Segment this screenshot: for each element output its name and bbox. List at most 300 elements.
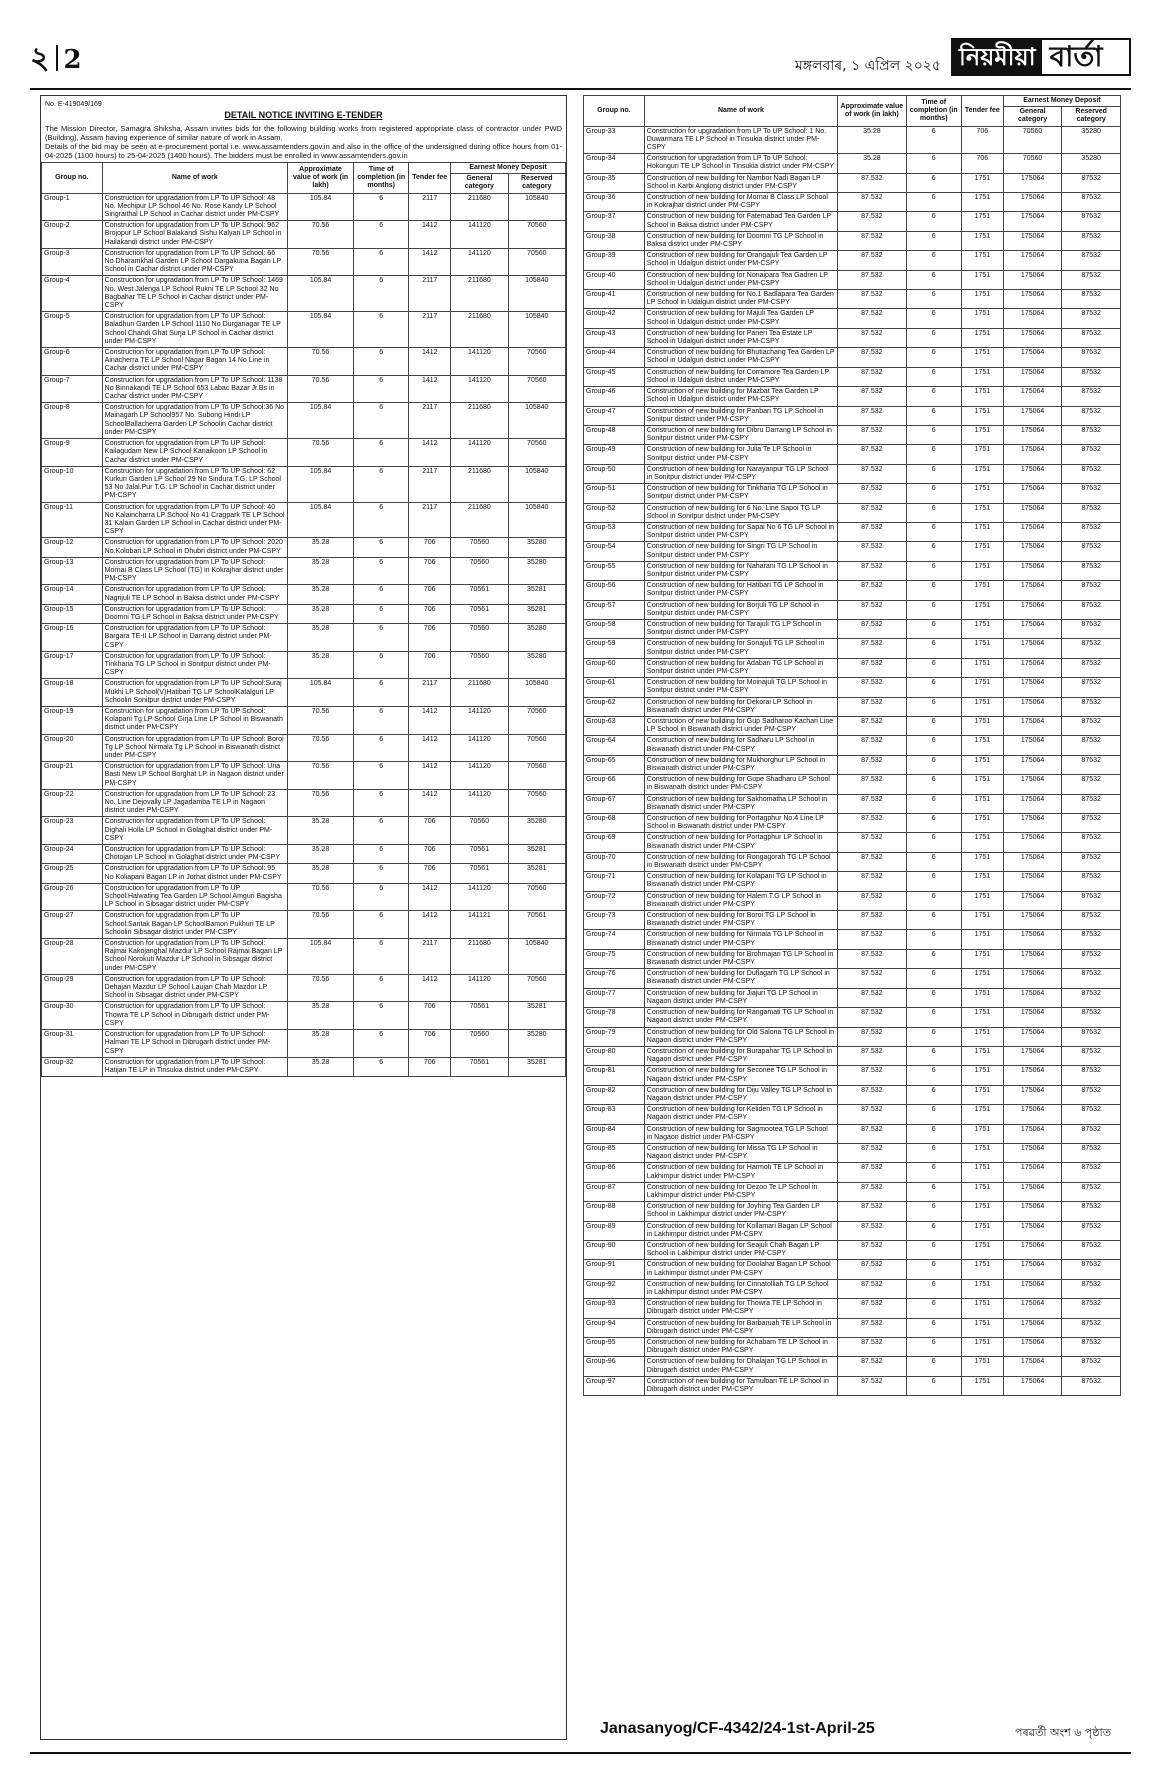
general-cell: 175064 <box>1003 348 1062 367</box>
work-cell: Construction of new building for Doolahat Bagan LP School in Lakhimpur district under PM-CSPY <box>644 1260 837 1279</box>
header-work: Name of work <box>102 163 287 194</box>
time-cell: 6 <box>354 375 409 403</box>
table-row <box>584 600 1121 619</box>
group-cell: Group-60 <box>584 658 645 677</box>
fee-cell: 706 <box>409 651 451 679</box>
table-row <box>584 309 1121 328</box>
fee-cell: 706 <box>409 1030 451 1058</box>
table-row <box>42 817 566 845</box>
value-cell: 87.532 <box>838 1066 907 1085</box>
value-cell: 35.28 <box>287 1057 353 1076</box>
fee-cell: 1751 <box>961 794 1003 813</box>
group-cell: Group-80 <box>584 1046 645 1065</box>
value-cell: 87.532 <box>838 251 907 270</box>
work-cell: Construction of new building for Gup Sadharoo Kachari Line LP School in Biswanath district under PM-CSPY <box>644 717 837 736</box>
table-row <box>42 585 566 604</box>
page-number-en: 2 <box>63 45 82 75</box>
time-cell: 6 <box>906 833 961 852</box>
reserved-cell: 87532 <box>1062 231 1121 250</box>
table-row <box>42 864 566 883</box>
time-cell: 6 <box>906 814 961 833</box>
reserved-cell: 35281 <box>508 845 565 864</box>
time-cell: 6 <box>354 883 409 911</box>
work-cell: Construction of new building for Kolapani TG LP School in Biswanath district under PM-CSPY <box>644 872 837 891</box>
reserved-cell: 35280 <box>1062 154 1121 173</box>
header-emd: Earnest Money Deposit <box>1003 96 1120 107</box>
table-row <box>584 1376 1121 1395</box>
reserved-cell: 70560 <box>508 248 565 276</box>
time-cell: 6 <box>906 1299 961 1318</box>
general-cell: 175064 <box>1003 1008 1062 1027</box>
general-cell: 175064 <box>1003 445 1062 464</box>
group-cell: Group-40 <box>584 270 645 289</box>
table-row <box>584 619 1121 638</box>
time-cell: 6 <box>354 604 409 623</box>
value-cell: 70.56 <box>287 439 353 467</box>
reserved-cell: 35280 <box>508 624 565 652</box>
group-cell: Group-87 <box>584 1182 645 1201</box>
table-row <box>584 484 1121 503</box>
reserved-cell: 87532 <box>1062 522 1121 541</box>
reserved-cell: 87532 <box>1062 251 1121 270</box>
fee-cell: 1751 <box>961 1182 1003 1201</box>
work-cell: Construction of new building for Brohmajan TG LP School in Biswanath district under PM-CSPY <box>644 949 837 968</box>
fee-cell: 1412 <box>409 348 451 376</box>
reserved-cell: 105840 <box>508 312 565 348</box>
time-cell: 6 <box>906 328 961 347</box>
general-cell: 175064 <box>1003 1046 1062 1065</box>
general-cell: 175064 <box>1003 425 1062 444</box>
value-cell: 35.28 <box>287 604 353 623</box>
group-cell: Group-66 <box>584 775 645 794</box>
general-cell: 175064 <box>1003 561 1062 580</box>
reserved-cell: 87532 <box>1062 1338 1121 1357</box>
work-cell: Construction of new building for Achabam TE LP School in Dibrugarh district under PM-CSPY <box>644 1338 837 1357</box>
reserved-cell: 87532 <box>1062 309 1121 328</box>
reserved-cell: 105840 <box>508 403 565 439</box>
general-cell: 175064 <box>1003 891 1062 910</box>
general-cell: 175064 <box>1003 639 1062 658</box>
group-cell: Group-71 <box>584 872 645 891</box>
general-cell: 175064 <box>1003 1260 1062 1279</box>
general-cell: 70560 <box>1003 154 1062 173</box>
work-cell: Construction of new building for Dhalajan TG LP School in Dibrugarh district under PM-CSPY <box>644 1357 837 1376</box>
value-cell: 87.532 <box>838 814 907 833</box>
reserved-cell: 35281 <box>508 1002 565 1030</box>
general-cell: 175064 <box>1003 833 1062 852</box>
value-cell: 87.532 <box>838 193 907 212</box>
work-cell: Construction of new building for Fatemabad Tea Garden LP School in Baksa district under PM-CSPY <box>644 212 837 231</box>
work-cell: Construction for upgradation from LP To UP School: 95 No Koliapani Bagan LP in Jorhat district under PM-CSPY <box>102 864 287 883</box>
table-row <box>42 439 566 467</box>
table-row <box>584 930 1121 949</box>
fee-cell: 1751 <box>961 231 1003 250</box>
value-cell: 87.532 <box>838 678 907 697</box>
value-cell: 87.532 <box>838 1202 907 1221</box>
general-cell: 141120 <box>451 375 508 403</box>
group-cell: Group-89 <box>584 1221 645 1240</box>
general-cell: 141120 <box>451 762 508 790</box>
value-cell: 87.532 <box>838 949 907 968</box>
general-cell: 175064 <box>1003 464 1062 483</box>
fee-cell: 1751 <box>961 1279 1003 1298</box>
reserved-cell: 35281 <box>508 864 565 883</box>
time-cell: 6 <box>354 762 409 790</box>
time-cell: 6 <box>354 734 409 762</box>
time-cell: 6 <box>906 367 961 386</box>
fee-cell: 706 <box>409 557 451 585</box>
reserved-cell: 105840 <box>508 679 565 707</box>
time-cell: 6 <box>354 439 409 467</box>
table-row <box>584 522 1121 541</box>
time-cell: 6 <box>354 466 409 502</box>
group-cell: Group-19 <box>42 706 103 734</box>
time-cell: 6 <box>906 969 961 988</box>
group-cell: Group-77 <box>584 988 645 1007</box>
table-row <box>42 312 566 348</box>
value-cell: 87.532 <box>838 852 907 871</box>
general-cell: 175064 <box>1003 522 1062 541</box>
group-cell: Group-64 <box>584 736 645 755</box>
page-number-divider <box>56 45 58 71</box>
fee-cell: 706 <box>409 585 451 604</box>
time-cell: 6 <box>906 1279 961 1298</box>
time-cell: 6 <box>354 193 409 221</box>
time-cell: 6 <box>906 126 961 154</box>
work-cell: Construction of new building for Majuli Tea Garden LP School in Udalguri district under PM-CSPY <box>644 309 837 328</box>
fee-cell: 1412 <box>409 375 451 403</box>
group-cell: Group-35 <box>584 173 645 192</box>
work-cell: Construction for upgradation from LP To UP School: Halmari TE LP School in Dibrugarh district under PM-CSPY <box>102 1030 287 1058</box>
reserved-cell: 87532 <box>1062 775 1121 794</box>
fee-cell: 1751 <box>961 1163 1003 1182</box>
general-cell: 175064 <box>1003 736 1062 755</box>
value-cell: 105.84 <box>287 193 353 221</box>
general-cell: 175064 <box>1003 1182 1062 1201</box>
time-cell: 6 <box>906 930 961 949</box>
fee-cell: 706 <box>961 154 1003 173</box>
group-cell: Group-62 <box>584 697 645 716</box>
time-cell: 6 <box>906 1338 961 1357</box>
reserved-cell: 87532 <box>1062 561 1121 580</box>
value-cell: 70.56 <box>287 789 353 817</box>
value-cell: 87.532 <box>838 581 907 600</box>
work-cell: Construction of new building for Borjuli TG LP School in Sonitpur district under PM-CSPY <box>644 600 837 619</box>
work-cell: Construction for upgradation from LP To UP School: 66 No Dharamkhal Garden LP School Dargakuna Bagan LP School in Cachar district under PM-CSPY <box>102 248 287 276</box>
work-cell: Construction for upgradation from LP To UP School: Rajmai Kakojanghal Mazdur LP School Rajmai Bagan LP School Norokuti Mazdur LP School in Sibsagar district under PM-CSPY <box>102 939 287 975</box>
fee-cell: 1751 <box>961 1376 1003 1395</box>
work-cell: Construction for upgradation from LP To UP School: 1138 No Binnakandi TE LP School 653 Labac Bazar Jr.Bs in Cachar district under PM-CSPY <box>102 375 287 403</box>
table-row <box>584 678 1121 697</box>
fee-cell: 1751 <box>961 814 1003 833</box>
fee-cell: 1412 <box>409 974 451 1002</box>
table-row <box>42 466 566 502</box>
group-cell: Group-67 <box>584 794 645 813</box>
table-row <box>584 561 1121 580</box>
table-row <box>42 883 566 911</box>
table-row <box>584 717 1121 736</box>
reserved-cell: 87532 <box>1062 755 1121 774</box>
work-cell: Construction of new building for Keliden TG LP School in Nagaon district under PM-CSPY <box>644 1105 837 1124</box>
reserved-cell: 87532 <box>1062 1124 1121 1143</box>
general-cell: 70560 <box>1003 126 1062 154</box>
reserved-cell: 70560 <box>508 439 565 467</box>
value-cell: 35.28 <box>838 154 907 173</box>
general-cell: 175064 <box>1003 387 1062 406</box>
table-row <box>42 911 566 939</box>
value-cell: 105.84 <box>287 466 353 502</box>
work-cell: Construction of new building for Sadharu LP School in Biswanath district under PM-CSPY <box>644 736 837 755</box>
fee-cell: 1751 <box>961 600 1003 619</box>
value-cell: 87.532 <box>838 1143 907 1162</box>
table-row <box>584 988 1121 1007</box>
value-cell: 87.532 <box>838 1376 907 1395</box>
fee-cell: 2117 <box>409 939 451 975</box>
page-number-bn: ২ <box>30 41 50 76</box>
work-cell: Construction of new building for Sagmootea TG LP School in Nagaon district under PM-CSPY <box>644 1124 837 1143</box>
table-row <box>584 1105 1121 1124</box>
group-cell: Group-42 <box>584 309 645 328</box>
value-cell: 70.56 <box>287 375 353 403</box>
value-cell: 87.532 <box>838 173 907 192</box>
time-cell: 6 <box>354 1030 409 1058</box>
fee-cell: 1751 <box>961 1240 1003 1259</box>
general-cell: 175064 <box>1003 1085 1062 1104</box>
table-row <box>584 1008 1121 1027</box>
general-cell: 175064 <box>1003 1299 1062 1318</box>
work-cell: Construction for upgradation from LP To UP School: Dehajan Mazdur LP School Laujan Chah Mazdor LP School in Sibsagar district under PM-CSPY <box>102 974 287 1002</box>
fee-cell: 1751 <box>961 328 1003 347</box>
table-row <box>42 538 566 557</box>
general-cell: 70561 <box>451 1057 508 1076</box>
general-cell: 175064 <box>1003 930 1062 949</box>
value-cell: 35.28 <box>287 557 353 585</box>
value-cell: 105.84 <box>287 312 353 348</box>
reserved-cell: 87532 <box>1062 1008 1121 1027</box>
group-cell: Group-75 <box>584 949 645 968</box>
work-cell: Construction for upgradation from LP To UP School: Hatijan TE LP in Tinsukia district under PM-CSPY <box>102 1057 287 1076</box>
time-cell: 6 <box>906 1105 961 1124</box>
value-cell: 87.532 <box>838 270 907 289</box>
work-cell: Construction of new building for Kollamari Bagan LP School in Lakhimpur district under PM-CSPY <box>644 1221 837 1240</box>
time-cell: 6 <box>906 1221 961 1240</box>
group-cell: Group-17 <box>42 651 103 679</box>
general-cell: 175064 <box>1003 1318 1062 1337</box>
work-cell: Construction of new building for Tinkharia TG LP School in Sonitpur district under PM-CSPY <box>644 484 837 503</box>
logo-part-2: বাৰ্তা <box>1049 40 1103 73</box>
fee-cell: 1412 <box>409 734 451 762</box>
value-cell: 87.532 <box>838 1163 907 1182</box>
header-general: General category <box>1003 107 1062 126</box>
fee-cell: 1751 <box>961 678 1003 697</box>
group-cell: Group-69 <box>584 833 645 852</box>
work-cell: Construction for upgradation from LP To UP School: Kailagudam New LP School Kanaikoon LP School in Cachar district under PM-CSPY <box>102 439 287 467</box>
general-cell: 70560 <box>451 624 508 652</box>
general-cell: 141120 <box>451 221 508 249</box>
time-cell: 6 <box>906 1202 961 1221</box>
fee-cell: 2117 <box>409 312 451 348</box>
fee-cell: 1751 <box>961 1318 1003 1337</box>
table-row <box>42 604 566 623</box>
work-cell: Construction of new building for Nambor Nadi Bagan LP School in Karbi Anglong district under PM-CSPY <box>644 173 837 192</box>
table-row <box>584 1066 1121 1085</box>
value-cell: 35.28 <box>287 1030 353 1058</box>
reserved-cell: 87532 <box>1062 969 1121 988</box>
general-cell: 175064 <box>1003 1143 1062 1162</box>
work-cell: Construction for upgradation from LP To UP School:Santak Bagan LP SchoolBamon Pukhuri TE LP Schoolin Sibsagar district under PM-CSPY <box>102 911 287 939</box>
table-row <box>42 762 566 790</box>
group-cell: Group-1 <box>42 193 103 221</box>
reserved-cell: 105840 <box>508 939 565 975</box>
reserved-cell: 87532 <box>1062 1182 1121 1201</box>
table-row <box>42 706 566 734</box>
table-row <box>584 872 1121 891</box>
general-cell: 175064 <box>1003 794 1062 813</box>
table-row <box>42 193 566 221</box>
work-cell: Construction for upgradation from LP To UP School: 40 No Kalaincharra LP School No 41 Cragpark TE LP School 31 Kalain Garden LP School in Cachar district under PM-CSPY <box>102 502 287 538</box>
work-cell: Construction of new building for Thowra TE LP School in Dibrugarh district under PM-CSPY <box>644 1299 837 1318</box>
table-row <box>42 651 566 679</box>
reserved-cell: 35280 <box>508 817 565 845</box>
reserved-cell: 87532 <box>1062 1240 1121 1259</box>
footer-cf-number: Janasanyog/CF-4342/24-1st-April-25 <box>600 1720 875 1737</box>
table-row <box>42 375 566 403</box>
table-row <box>42 1002 566 1030</box>
time-cell: 6 <box>906 891 961 910</box>
general-cell: 141120 <box>451 734 508 762</box>
value-cell: 87.532 <box>838 775 907 794</box>
fee-cell: 1751 <box>961 736 1003 755</box>
fee-cell: 1751 <box>961 581 1003 600</box>
value-cell: 70.56 <box>287 762 353 790</box>
work-cell: Construction for upgradation from LP To UP School:Suraj Mukhi LP School(V)Hatibari TG LP SchoolKatalguri LP Schoolin Sonitpur district under PM-CSPY <box>102 679 287 707</box>
group-cell: Group-12 <box>42 538 103 557</box>
reserved-cell: 87532 <box>1062 833 1121 852</box>
work-cell: Construction of new building for Naharani TG LP School in Sonitpur district under PM-CSPY <box>644 561 837 580</box>
general-cell: 175064 <box>1003 717 1062 736</box>
fee-cell: 2117 <box>409 502 451 538</box>
reserved-cell: 87532 <box>1062 619 1121 638</box>
group-cell: Group-24 <box>42 845 103 864</box>
table-row <box>584 503 1121 522</box>
general-cell: 141120 <box>451 974 508 1002</box>
fee-cell: 1751 <box>961 367 1003 386</box>
group-cell: Group-6 <box>42 348 103 376</box>
work-cell: Construction of new building for Orangajuli Tea Garden LP School in Udalguri district under PM-CSPY <box>644 251 837 270</box>
work-cell: Construction of new building for Dekorai LP School in Biswanath district under PM-CSPY <box>644 697 837 716</box>
value-cell: 87.532 <box>838 717 907 736</box>
group-cell: Group-41 <box>584 290 645 309</box>
time-cell: 6 <box>906 309 961 328</box>
fee-cell: 706 <box>409 604 451 623</box>
reserved-cell: 35281 <box>508 585 565 604</box>
reserved-cell: 87532 <box>1062 1163 1121 1182</box>
time-cell: 6 <box>906 522 961 541</box>
table-row <box>42 845 566 864</box>
value-cell: 87.532 <box>838 309 907 328</box>
reserved-cell: 87532 <box>1062 406 1121 425</box>
time-cell: 6 <box>906 251 961 270</box>
value-cell: 87.532 <box>838 1182 907 1201</box>
table-row <box>584 1279 1121 1298</box>
value-cell: 87.532 <box>838 872 907 891</box>
group-cell: Group-37 <box>584 212 645 231</box>
value-cell: 87.532 <box>838 348 907 367</box>
work-cell: Construction for upgradation from LP To UP School:Halwating Tea Garden LP School Amguri Bagisha LP School in Sibsagar district under PM-CSPY <box>102 883 287 911</box>
fee-cell: 1751 <box>961 406 1003 425</box>
reserved-cell: 87532 <box>1062 1085 1121 1104</box>
work-cell: Construction for upgradation from LP To UP School: Chotojan LP School in Golaghat district under PM-CSPY <box>102 845 287 864</box>
reserved-cell: 87532 <box>1062 1105 1121 1124</box>
general-cell: 175064 <box>1003 542 1062 561</box>
general-cell: 175064 <box>1003 503 1062 522</box>
table-row <box>584 328 1121 347</box>
group-cell: Group-47 <box>584 406 645 425</box>
value-cell: 70.56 <box>287 248 353 276</box>
fee-cell: 1412 <box>409 439 451 467</box>
work-cell: Construction for upgradation from LP To UP School: 962 Brojopur LP School Balakandi Sishu Kalyan LP School in Hailakandi district under PM-CSPY <box>102 221 287 249</box>
value-cell: 87.532 <box>838 425 907 444</box>
reserved-cell: 70560 <box>508 883 565 911</box>
value-cell: 35.28 <box>838 126 907 154</box>
fee-cell: 1751 <box>961 1105 1003 1124</box>
header-time: Time of completion (in months) <box>354 163 409 194</box>
fee-cell: 1751 <box>961 930 1003 949</box>
general-cell: 175064 <box>1003 290 1062 309</box>
group-cell: Group-38 <box>584 231 645 250</box>
fee-cell: 1751 <box>961 503 1003 522</box>
time-cell: 6 <box>906 425 961 444</box>
fee-cell: 1751 <box>961 1066 1003 1085</box>
group-cell: Group-55 <box>584 561 645 580</box>
reserved-cell: 87532 <box>1062 212 1121 231</box>
value-cell: 87.532 <box>838 561 907 580</box>
reserved-cell: 87532 <box>1062 911 1121 930</box>
right-column <box>583 95 1121 1396</box>
reserved-cell: 87532 <box>1062 717 1121 736</box>
reserved-cell: 87532 <box>1062 1143 1121 1162</box>
fee-cell: 1751 <box>961 911 1003 930</box>
time-cell: 6 <box>354 864 409 883</box>
newspaper-logo <box>951 38 1131 76</box>
time-cell: 6 <box>906 1008 961 1027</box>
header-general: General category <box>451 174 508 193</box>
fee-cell: 706 <box>409 845 451 864</box>
time-cell: 6 <box>906 1357 961 1376</box>
group-cell: Group-63 <box>584 717 645 736</box>
group-cell: Group-10 <box>42 466 103 502</box>
general-cell: 211680 <box>451 403 508 439</box>
group-cell: Group-36 <box>584 193 645 212</box>
fee-cell: 1751 <box>961 658 1003 677</box>
fee-cell: 1751 <box>961 1202 1003 1221</box>
value-cell: 87.532 <box>838 290 907 309</box>
group-cell: Group-84 <box>584 1124 645 1143</box>
time-cell: 6 <box>906 348 961 367</box>
work-cell: Construction of new building for Missa TG LP School in Nagaon district under PM-CSPY <box>644 1143 837 1162</box>
table-row <box>584 1318 1121 1337</box>
time-cell: 6 <box>906 1376 961 1395</box>
work-cell: Construction of new building for Corramore Tea Garden LP School in Udalguri district under PM-CSPY <box>644 367 837 386</box>
work-cell: Construction of new building for Tarajuli TG LP School in Sonitpur district under PM-CSPY <box>644 619 837 638</box>
table-row <box>584 193 1121 212</box>
time-cell: 6 <box>354 557 409 585</box>
value-cell: 87.532 <box>838 406 907 425</box>
work-cell: Construction for upgradation from LP To UP School: Nagrijuli TE LP School in Baksa district under PM-CSPY <box>102 585 287 604</box>
general-cell: 175064 <box>1003 988 1062 1007</box>
general-cell: 175064 <box>1003 949 1062 968</box>
reserved-cell: 35281 <box>508 604 565 623</box>
